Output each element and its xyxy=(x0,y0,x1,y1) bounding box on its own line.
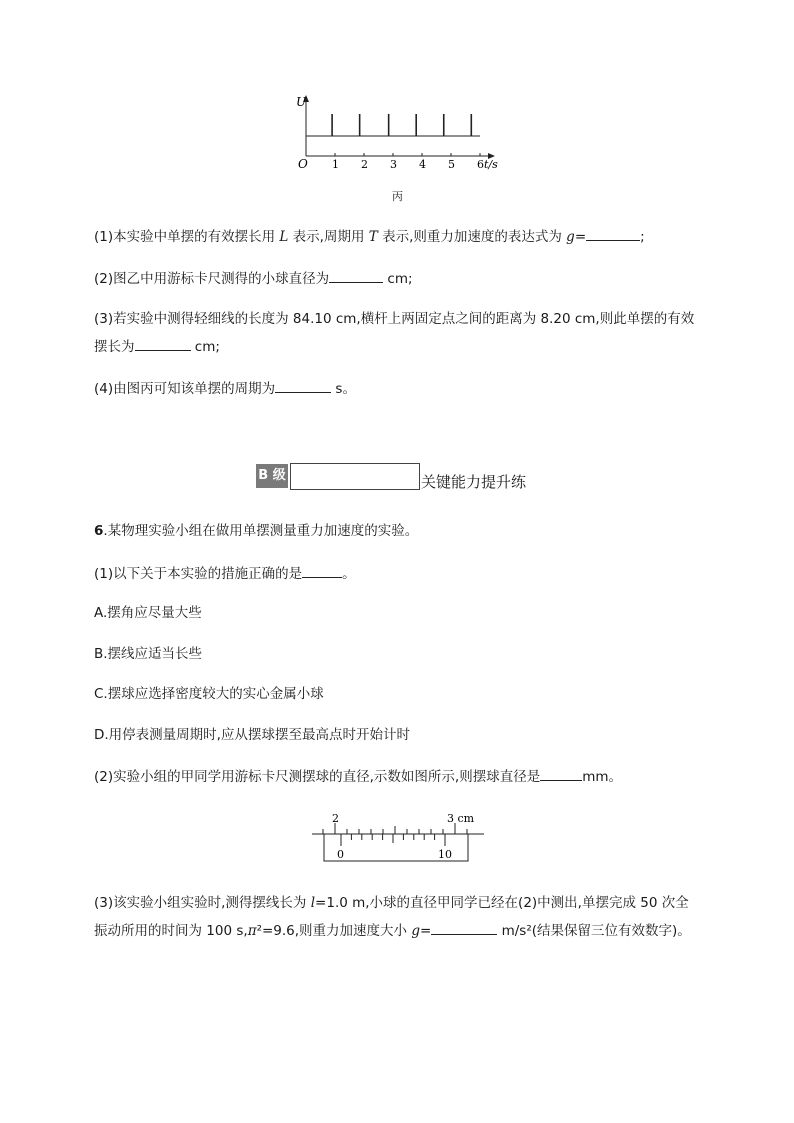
vernier-label-10: 10 xyxy=(438,848,452,861)
q6-p3-line2-a: 振动所用的时间为 100 s, xyxy=(94,923,248,939)
option-d-text: D.用停表测量周期时,应从摆球摆至最高点时开始计时 xyxy=(94,727,410,743)
signal-pulses xyxy=(332,114,471,136)
vernier-label-0: 0 xyxy=(337,848,344,861)
q6-part3-line2 xyxy=(94,920,691,941)
section-header xyxy=(256,463,556,491)
question-number: 6 xyxy=(94,523,104,539)
var-l: L xyxy=(279,229,289,245)
option-a[interactable] xyxy=(94,603,202,623)
q5-p3-line2-prefix: 摆长为 xyxy=(94,339,135,355)
q6-p3-line2-d: m/s²(结果保留三位有效数字)。 xyxy=(497,923,691,939)
q5-part2 xyxy=(94,268,413,289)
x-tick-label-1: 1 xyxy=(332,158,339,171)
answer-blank-q5-1[interactable] xyxy=(586,226,640,241)
q5-p3-line2-suffix: cm; xyxy=(190,339,220,355)
var-pi: π xyxy=(247,923,257,939)
option-b[interactable] xyxy=(94,644,202,664)
vernier-caliper-figure xyxy=(310,810,490,866)
answer-blank-q6-2[interactable] xyxy=(540,766,582,781)
q6-stem xyxy=(94,521,418,541)
q5-p1-suffix: ; xyxy=(640,229,645,245)
main-scale-ticks xyxy=(323,823,467,834)
origin-label: O xyxy=(298,157,308,171)
q5-part3-line2 xyxy=(94,336,220,357)
q6-stem-text: .某物理实验小组在做用单摆测量重力加速度的实验。 xyxy=(103,523,419,539)
y-axis-label: U xyxy=(296,95,307,109)
figure-bing-graph xyxy=(290,92,510,172)
x-tick-label-2: 2 xyxy=(361,158,368,171)
q6-p2-prefix: (2)实验小组的甲同学用游标卡尺测摆球的直径,示数如图所示,则摆球直径是 xyxy=(94,769,541,785)
option-c[interactable] xyxy=(94,684,324,704)
q5-p1-prefix: (1)本实验中单摆的有效摆长用 xyxy=(94,229,280,245)
answer-blank-q6-1[interactable] xyxy=(302,563,342,578)
x-tick-label-6: 6 xyxy=(477,158,484,171)
section-title-box xyxy=(290,463,420,490)
q6-p3-line2-b: ²=9.6,则重力加速度大小 xyxy=(256,923,412,939)
q6-p1-prefix: (1)以下关于本实验的措施正确的是 xyxy=(94,566,303,582)
q5-p2-suffix: cm; xyxy=(383,271,413,287)
x-axis-label: t/s xyxy=(484,158,498,171)
q6-part3-line1 xyxy=(94,893,689,913)
var-l-small: l xyxy=(310,895,316,911)
q6-p3-line2-c: = xyxy=(420,923,432,939)
answer-blank-q5-4[interactable] xyxy=(275,378,331,393)
q5-part4 xyxy=(94,378,356,399)
q5-p4-prefix: (4)由图丙可知该单摆的周期为 xyxy=(94,381,276,397)
q5-part1 xyxy=(94,226,645,247)
main-scale-label-2: 2 xyxy=(332,812,339,825)
q5-p3-line1: (3)若实验中测得轻细线的长度为 84.10 cm,横杆上两固定点之间的距离为 8.20 cm,则此单摆的有效 xyxy=(94,311,695,327)
q5-part3-line1 xyxy=(94,309,694,329)
q5-p1-mid2: 表示,则重力加速度的表达式为 xyxy=(377,229,567,245)
section-title: 关键能力提升练 xyxy=(421,473,527,491)
q6-p2-suffix: mm。 xyxy=(582,769,623,785)
q6-p3-line1-a: (3)该实验小组实验时,测得摆线长为 xyxy=(94,895,311,911)
level-badge: B 级 xyxy=(256,464,288,488)
q6-p1-suffix: 。 xyxy=(342,566,356,582)
vernier-scale-ticks xyxy=(341,834,445,846)
var-g-small: g xyxy=(411,923,420,939)
x-tick-label-4: 4 xyxy=(419,158,426,171)
option-d[interactable] xyxy=(94,725,410,745)
q5-p4-suffix: s。 xyxy=(331,381,356,397)
answer-blank-q6-3[interactable] xyxy=(431,920,497,935)
option-a-text: A.摆角应尽量大些 xyxy=(94,605,202,621)
option-b-text: B.摆线应适当长些 xyxy=(94,646,203,662)
q6-part1 xyxy=(94,563,356,584)
var-t: T xyxy=(368,229,378,245)
x-tick-label-5: 5 xyxy=(448,158,455,171)
x-tick-label-3: 3 xyxy=(390,158,397,171)
q5-p1-eq: = xyxy=(574,229,587,245)
figure-bing-caption: 丙 xyxy=(392,190,403,203)
option-c-text: C.摆球应选择密度较大的实心金属小球 xyxy=(94,686,324,702)
q5-p2-prefix: (2)图乙中用游标卡尺测得的小球直径为 xyxy=(94,271,330,287)
answer-blank-q5-2[interactable] xyxy=(329,268,383,283)
main-scale-label-3: 3 cm xyxy=(447,812,475,825)
var-g: g xyxy=(566,229,575,245)
q5-p1-mid1: 表示,周期用 xyxy=(288,229,369,245)
q6-part2 xyxy=(94,766,622,787)
q6-p3-line1-b: =1.0 m,小球的直径甲同学已经在(2)中测出,单摆完成 50 次全 xyxy=(315,895,689,911)
answer-blank-q5-3[interactable] xyxy=(135,336,191,351)
